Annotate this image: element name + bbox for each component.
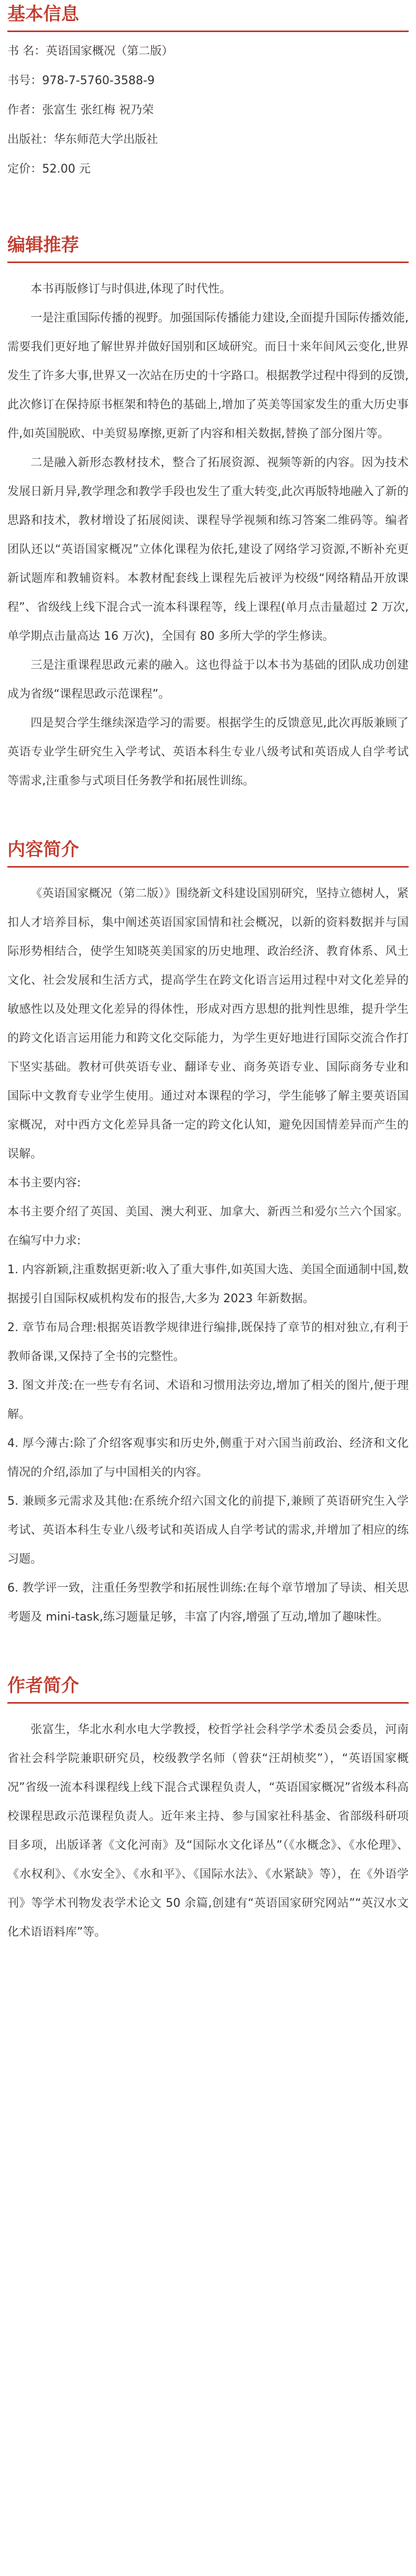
book-name: 书 名：英语国家概况（第二版） bbox=[7, 45, 173, 58]
price: 定价：52.00 元 bbox=[7, 163, 91, 176]
isbn: 书号：978-7-5760-3588-9 bbox=[7, 74, 155, 87]
recommend-title: 编辑推荐 bbox=[7, 235, 79, 256]
author-title: 作者简介 bbox=[7, 1675, 79, 1696]
section-divider bbox=[7, 261, 409, 263]
basic-info-title: 基本信息 bbox=[7, 4, 79, 25]
recommend-paragraph: 二是融入新形态教材技术，整合了拓展资源、视频等新的内容。因为技术发展日新月异,教学理念和教学手段也发生了重大转变,此次再版特地融入了新的思路和技术，教材增设了拓展阅读、课程导学视频和练习答案二维码等。编者团队还以“英语国家概况”立体化课程为依托,建设了网络学习资源,不断补充更新试题库和教辅资料。本教材配套线上课程先后被评为校级“网络精品开放课程”、省级线上线下混合式一流本科课程等，线上课程(单月点击量超过 2 万次,单学期点击量高达 16 万次)，全国有 80 多所大学的学生修读。 bbox=[7, 456, 409, 643]
section-divider bbox=[7, 866, 409, 868]
section-divider bbox=[7, 31, 409, 32]
list-item: 1. 内容新颖,注重数据更新:收入了重大事件,如英国大选、美国全面通制中国,数据援引自国际权威机构发布的报告,大多为 2023 年新数据。 bbox=[7, 1263, 409, 1305]
authors: 作者：张富生 张红梅 祝乃荣 bbox=[7, 104, 154, 117]
recommend-paragraph: 本书再版修订与时俱进,体现了时代性。 bbox=[31, 283, 231, 296]
list-item: 2. 章节布局合理:根据英语教学规律进行编排,既保持了章节的相对独立,有利于教师备课,又保持了全书的完整性。 bbox=[7, 1321, 409, 1363]
main-content: 本书主要介绍了英国、美国、澳大利亚、加拿大、新西兰和爱尔兰六个国家。在编写中力求: bbox=[7, 1205, 409, 1247]
intro-title: 内容简介 bbox=[7, 839, 79, 860]
publisher: 出版社：华东师范大学出版社 bbox=[7, 133, 159, 146]
list-item: 3. 图文并茂:在一些专有名词、术语和习惯用法旁边,增加了相关的图片,便于理解。 bbox=[7, 1379, 409, 1421]
intro-paragraph: 《英语国家概况（第二版）》围绕新文科建设国别研究，坚持立德树人，紧扣人才培养目标，集中阐述英语国家国情和社会概况，以新的资料数据并与国际形势相结合，使学生知晓英美国家的历史地理、政治经济、教育体系、风土文化、社会发展和生活方式，提高学生在跨文化语言运用过程中对文化差异的敏感性以及处理文化差异的得体性，形成对西方思想的批判性思维，提升学生的跨文化语言运用能力和跨文化交际能力，为学生更好地进行国际交流合作打下坚实基础。教材可供英语专业、翻译专业、商务英语专业、国际商务专业和国际中文教育专业学生使用。通过对本课程的学习，学生能够了解主要英语国家概况，对中西方文化差异具备一定的跨文化认知，避免因国情差异而产生的误解。 bbox=[7, 887, 409, 1161]
author-paragraph: 张富生，华北水利水电大学教授，校哲学社会科学学术委员会委员，河南省社会科学院兼职研究员，校级教学名师（曾获“汪胡桢奖”），“英语国家概况”省级一流本科课程线上线下混合式课程负责人，“英语国家概况”省级本科高校课程思政示范课程负责人。近年来主持、参与国家社科基金、省部级科研项目多项，出版译著《文化河南》及“国际水文化译丛”（《水概念》、《水伦理》、《水权利》、《水安全》、《水和平》、《国际水法》、《水紧缺》等），在《外语学刊》等学术刊物发表学术论文 50 余篇,创建有“英语国家研究网站”“英汉水文化术语语料库”等。 bbox=[7, 1723, 409, 1939]
list-item: 5. 兼顾多元需求及其他:在系统介绍六国文化的前提下,兼顾了英语研究生入学考试、英语本科生专业八级考试和英语成人自学考试的需求,并增加了相应的练习题。 bbox=[7, 1495, 409, 1566]
recommend-paragraph: 一是注重国际传播的视野。加强国际传播能力建设,全面提升国际传播效能,需要我们更好地了解世界并做好国别和区域研究。而日十来年间风云变化,世界发生了许多大事,世界又一次站在历史的十字路口。根据教学过程中得到的反馈,此次修订在保持原书框架和特色的基础上,增加了英美等国家发生的重大历史事件,如英国脱欧、中美贸易摩擦,更新了内容和相关数据,替换了部分图片等。 bbox=[7, 311, 409, 440]
main-content-label: 本书主要内容: bbox=[7, 1176, 81, 1190]
list-item: 4. 厚今薄古:除了介绍客观事实和历史外,侧重于对六国当前政治、经济和文化情况的介绍,添加了与中国相关的内容。 bbox=[7, 1437, 409, 1479]
recommend-paragraph: 四是契合学生继续深造学习的需要。根据学生的反馈意见,此次再版兼顾了英语专业学生研究生入学考试、英语本科生专业八级考试和英语成人自学考试等需求,注重参与式项目任务教学和拓展性训练。 bbox=[7, 717, 409, 788]
recommend-paragraph: 三是注重课程思政元素的融入。这也得益于以本书为基础的团队成功创建成为省级“课程思政示范课程”。 bbox=[7, 659, 409, 701]
section-divider bbox=[7, 1702, 409, 1704]
list-item: 6. 教学评一致，注重任务型教学和拓展性训练:在每个章节增加了导读、相关思考题及 mini-task,练习题量足够，丰富了内容,增强了互动,增加了趣味性。 bbox=[7, 1582, 409, 1624]
